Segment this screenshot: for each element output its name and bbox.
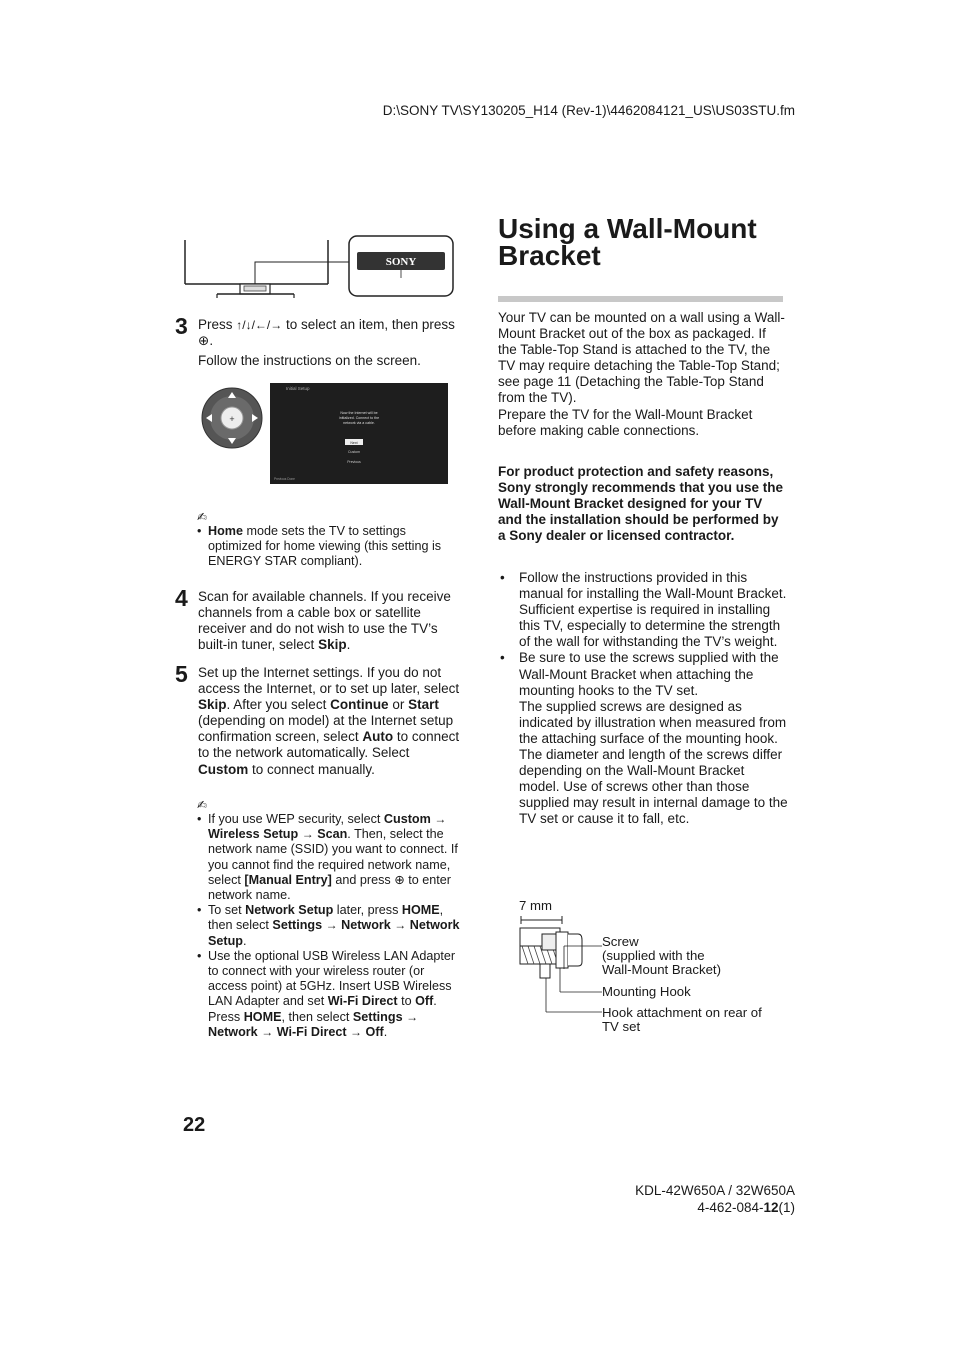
file-path-header: D:\SONY TV\SY130205_H14 (Rev-1)\4462084121_US\US03STU.fm (382, 103, 795, 118)
pencil-note-icon: ✍ (197, 510, 208, 524)
arrow-right-icon: → (301, 827, 314, 842)
notes-network (197, 794, 460, 1040)
arrow-right-icon: → (394, 918, 407, 933)
arrow-right-icon: → (350, 1024, 363, 1039)
arrow-right-icon: → (406, 1009, 419, 1024)
mounting-hook-label: Mounting Hook (602, 984, 691, 999)
enter-button-icon: ⊕ (394, 872, 405, 887)
title-divider (498, 296, 783, 302)
svg-text:Custom: Custom (347, 450, 361, 454)
svg-text:Previous Done: Previous Done (274, 477, 295, 481)
screw-label: Screw (supplied with the Wall-Mount Bracket) (602, 934, 721, 977)
arrow-right-icon: → (434, 812, 447, 826)
safety-warning: For product protection and safety reasons, Sony strongly recommends that you use the Wall-Mount Bracket designed for your TV and the installation should be performed by a Sony dealer or licensed contractor. (498, 464, 784, 544)
instruction-list (498, 570, 788, 828)
step-number: 4 (175, 585, 188, 611)
step-5-text: Set up the Internet settings. If you do not access the Internet, or to set up later, select Skip. After you select Continue or Start (depending on model) at the Internet setup confirmation screen, select Auto to connect to the network automatically. Select Custom to connect manually. (198, 665, 460, 777)
svg-text:initialized. Connect to the: initialized. Connect to the (338, 416, 380, 420)
sony-logo-text: SONY (385, 256, 417, 268)
svg-text:network via a cable.: network via a cable. (343, 421, 375, 425)
note-home-mode (197, 506, 459, 570)
svg-text:Initial Setup: Initial Setup (286, 386, 310, 391)
tv-sony-logo-figure (182, 234, 457, 300)
screw-diagram (516, 896, 796, 1046)
step-number: 3 (175, 313, 188, 339)
svg-text:Next: Next (350, 441, 358, 445)
section-title: Using a Wall-Mount Bracket (498, 213, 757, 271)
list-item: • Follow the instructions provided in this manual for installing the Wall-Mount Bracket. Sufficient expertise is required in installing this TV, especially to determine the strength of the wall for withstanding the TV’s weight. (498, 570, 788, 650)
hook-attachment-label: Hook attachment on rear of TV set (602, 1005, 762, 1034)
step-number: 5 (175, 661, 188, 687)
list-item: • Be sure to use the screws supplied with the Wall-Mount Bracket when attaching the mounting hooks to the TV set. The supplied screws are designed as indicated by illustration when measured from the attaching surface of the mounting hook. The diameter and length of the screws differ depending on the Wall-Mount Bracket model. Use of screws other than those supplied may result in internal damage to the TV set or cause it to fall, etc. (498, 650, 788, 827)
screw-drawing (516, 914, 606, 1016)
svg-text:+: + (229, 414, 235, 424)
note-item: • If you use WEP security, select Custom → Wireless Setup → Scan. Then, select the network name (SSID) you want to connect. If you cannot find the required network name, select [Manual Entry] and press ⊕ to enter network name. (197, 812, 460, 903)
page-number: 22 (183, 1114, 206, 1136)
arrow-right-icon: → (261, 1024, 274, 1039)
arrow-keys-icon: ↑/↓/←/→ (236, 318, 283, 332)
note-item: • Home mode sets the TV to settings optimized for home viewing (this setting is ENERGY STAR compliant). (197, 524, 459, 570)
intro-text: Your TV can be mounted on a wall using a Wall-Mount Bracket out of the box as packaged. If the Table-Top Stand is attached to the TV, the TV may require detaching the Table-Top Stand; see page 11 (Detaching the Table-Top Stand from the TV). Prepare the TV for the Wall-Mount Bracket before making cable connections. (498, 310, 785, 438)
dimension-label: 7 mm (519, 898, 552, 913)
svg-text:Now the Internet will be: Now the Internet will be (340, 411, 378, 415)
note-item: • Use the optional USB Wireless LAN Adapter to connect with your wireless router (or access point) at 5GHz. Insert USB Wireless LAN Adapter and set Wi-Fi Direct to Off. Press HOME, then select Settings → Network → Wi-Fi Direct → Off. (197, 949, 460, 1040)
model-code: KDL-42W650A / 32W650A 4-462-084-12(1) (635, 1183, 795, 1215)
note-item: • To set Network Setup later, press HOME, then select Settings → Network → Network Setup. (197, 903, 460, 949)
pencil-note-icon: ✍ (197, 798, 208, 812)
step-3-text: Press ↑/↓/←/→ to select an item, then press ⊕. Follow the instructions on the screen. (198, 317, 455, 369)
enter-button-icon: ⊕ (198, 333, 210, 349)
arrow-right-icon: → (325, 918, 338, 933)
svg-text:Previous: Previous (347, 460, 361, 464)
remote-and-setup-screen-figure (198, 380, 458, 486)
step-4-text: Scan for available channels. If you receive channels from a cable box or satellite receiver and do not wish to use the TV’s built-in tuner, select Skip. (198, 589, 451, 653)
